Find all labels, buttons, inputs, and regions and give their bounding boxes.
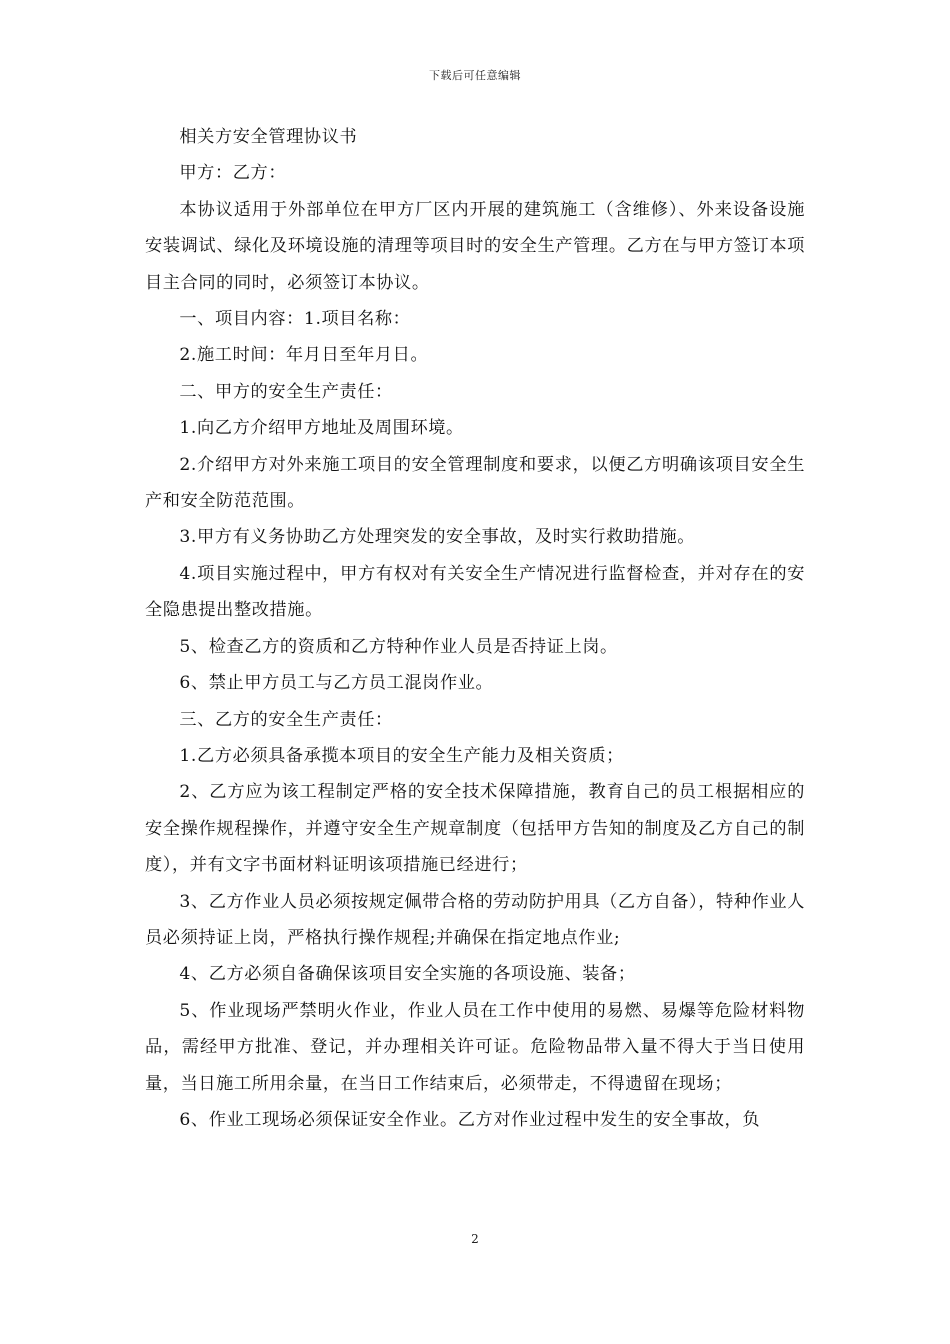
document-body (145, 119, 805, 1138)
list-item: 2.介绍甲方对外来施工项目的安全管理制度和要求，以便乙方明确该项目安全生产和安全防范范围。 (145, 454, 805, 512)
page-number: 2 (471, 1232, 479, 1246)
list-item: 1.乙方必须具备承揽本项目的安全生产能力及相关资质； (179, 745, 624, 766)
list-item: 3.甲方有义务协助乙方处理突发的安全事故，及时实行救助措施。 (179, 527, 696, 548)
list-item: 2、乙方应为该工程制定严格的安全技术保障措施，教育自己的员工根据相应的安全操作规程操作，并遵守安全生产规章制度（包括甲方告知的制度及乙方自己的制度），并有文字书面材料证明该项措施已经进行； (145, 782, 805, 876)
paragraph: 2.施工时间：年月日至年月日。 (179, 345, 429, 366)
list-item: 3、乙方作业人员必须按规定佩带合格的劳动防护用具（乙方自备），特种作业人员必须持证上岗，严格执行操作规程;并确保在指定地点作业; (145, 891, 805, 948)
list-item: 6、禁止甲方员工与乙方员工混岗作业。 (179, 673, 494, 694)
document-title: 相关方安全管理协议书 (179, 127, 358, 147)
header-note: 下载后可任意编辑 (429, 69, 521, 82)
parties-line: 甲方：乙方： (179, 163, 287, 184)
section-heading: 三、乙方的安全生产责任： (179, 709, 393, 730)
list-item: 5、作业现场严禁明火作业，作业人员在工作中使用的易燃、易爆等危险材料物品，需经甲方批准、登记，并办理相关许可证。危险物品带入量不得大于当日使用量，当日施工所用余量，在当日工作结束后，必须带走，不得遗留在现场； (145, 1000, 805, 1094)
list-item: 5、检查乙方的资质和乙方特种作业人员是否持证上岗。 (179, 636, 618, 657)
section-heading: 一、项目内容：1.项目名称： (179, 309, 411, 330)
list-item: 4.项目实施过程中，甲方有权对有关安全生产情况进行监督检查，并对存在的安全隐患提出整改措施。 (145, 563, 805, 621)
section-heading: 二、甲方的安全生产责任： (179, 381, 393, 402)
list-item: 1.向乙方介绍甲方地址及周围环境。 (179, 418, 464, 439)
paragraph: 本协议适用于外部单位在甲方厂区内开展的建筑施工（含维修）、外来设备设施安装调试、绿化及环境设施的清理等项目时的安全生产管理。乙方在与甲方签订本项目主合同的同时，必须签订本协议。 (145, 199, 805, 293)
list-item: 4、乙方必须自备确保该项目安全实施的各项设施、装备； (179, 964, 636, 985)
list-item: 6、作业工现场必须保证安全作业。乙方对作业过程中发生的安全事故，负 (179, 1109, 761, 1130)
